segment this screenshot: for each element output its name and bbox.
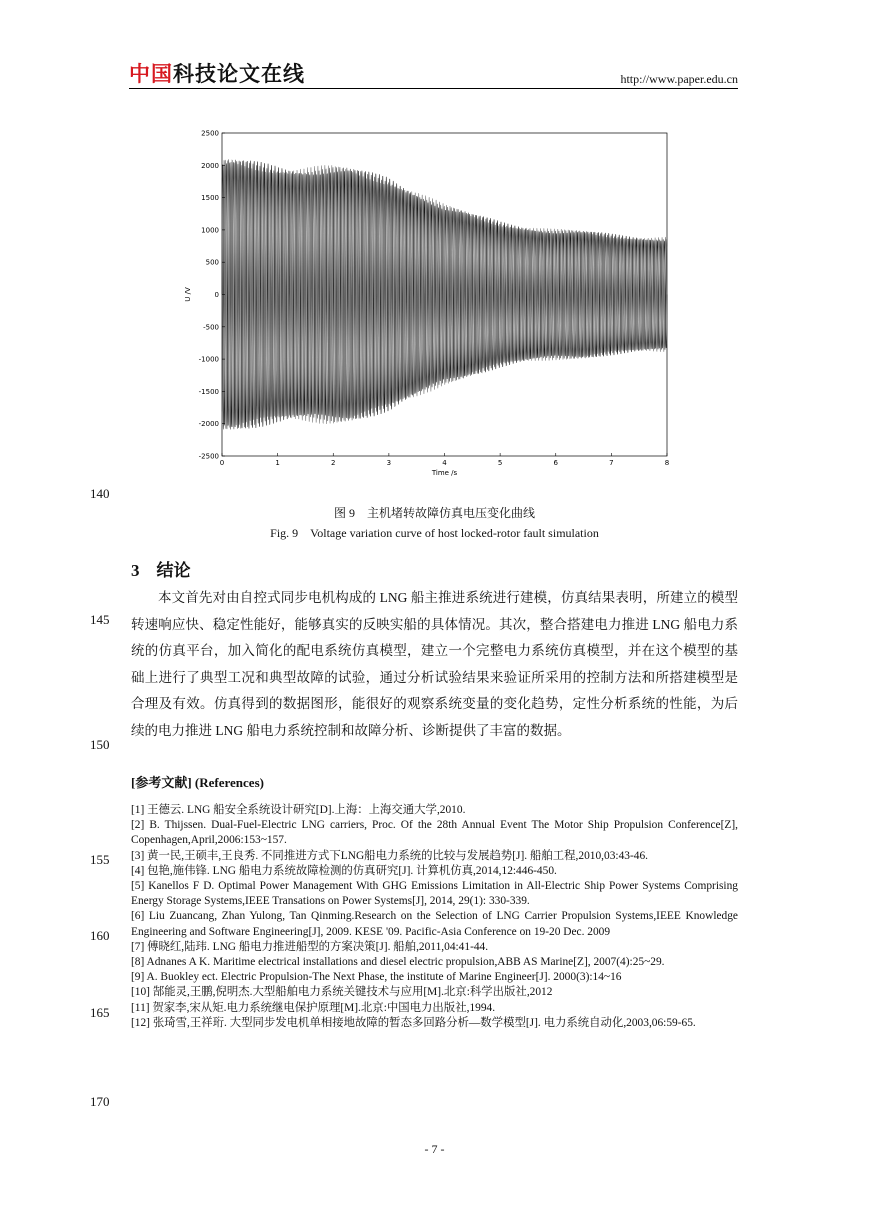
header-url[interactable]: http://www.paper.edu.cn [620,72,738,86]
x-tick-label: 1 [275,459,280,467]
reference-item: [7] 傅晓红,陆玮. LNG 船电力推进船型的方案决策[J]. 船舶,2011,04:41-44. [131,940,489,953]
reference-item: [11] 贺家李,宋从矩.电力系统继电保护原理[M].北京:中国电力出版社,1994. [131,1001,496,1014]
line-number: 165 [90,1005,110,1020]
y-tick-label: 2500 [201,129,219,138]
x-tick-label: 7 [609,459,614,467]
reference-item: [1] 王德云. LNG 船安全系统设计研究[D].上海：上海交通大学,2010. [131,804,466,816]
reference-item: [2] B. Thijssen. Dual-Fuel-Electric LNG carriers, Proc. Of the 28th Annual Event The Motor Ship Propulsion Conference[Z], Copenhagen,April,2006:153~157. [131,819,738,847]
y-tick-label: 500 [205,258,219,267]
y-tick-label: 1000 [201,226,219,235]
journal-logo [129,62,305,86]
x-tick-label: 0 [219,459,225,467]
line-number: 140 [90,486,110,501]
x-tick-label: 8 [664,459,670,467]
header-rule [129,88,738,89]
reference-item: [10] 郜能灵,王鹏,倪明杰.大型船舶电力系统关键技术与应用[M].北京:科学出版社,2012 [131,986,553,999]
line-number: 155 [90,852,110,867]
line-number: 160 [90,928,110,943]
logo-red-text: 中国 [129,62,173,86]
x-tick-label: 4 [442,459,447,467]
x-tick-label: 2 [331,459,336,467]
line-number: 145 [90,612,110,627]
references-title: [参考文献] (References) [131,775,264,790]
y-tick-label: 0 [214,291,219,299]
line-number: 170 [90,1094,110,1109]
reference-item: [6] Liu Zuancang, Zhan Yulong, Tan Qinming.Research on the Selection of LNG Carrier Propulsion Systems,IEEE Knowledge Engineering and Software Engineering[J], 2009. KESE '09. Pacific-Asia Conference on 19-20 Dec. 2009 [131,910,738,938]
references-list [131,803,738,1031]
y-tick-label: -1000 [198,355,219,364]
reference-item: [8] Adnanes A K. Maritime electrical installations and diesel electric propulsion,ABB AS Marine[Z], 2007(4):25~29. [131,956,665,969]
y-tick-label: 1500 [201,194,219,203]
section-body: 本文首先对由自控式同步电机构成的 LNG 船主推进系统进行建模，仿真结果表明，所建立的模型转速响应快、稳定性能好，能够真实的反映实船的具体情况。其次，整合搭建电力推进 LNG 船电力系统的仿真平台，加入简化的配电系统仿真模型，建立一个完整电力系统仿真模型，并在这个模型的基础上进行了典型工况和典型故障的试验，通过分析试验结果来验证所采用的控制方法和所搭建模型是合理及有效。仿真得到的数据图形，能很好的观察系统变量的变化趋势，定性分析系统的性能，为后续的电力推进 LNG 船电力系统控制和故障分析、诊断提供了丰富的数据。 [131,590,738,738]
logo-black-text: 科技论文在线 [173,62,305,86]
voltage-chart [182,124,682,484]
page-number: - 7 - [424,1142,445,1156]
y-tick-label: -2000 [198,420,219,429]
x-tick-label: 5 [497,459,503,467]
y-tick-label: -500 [203,323,219,332]
y-tick-label: -1500 [198,387,219,396]
section-title: 3 结论 [131,561,191,580]
y-axis-label: U /V [184,287,192,302]
x-tick-label: 3 [386,459,392,467]
reference-item: [3] 黄一民,王硕丰,王良秀. 不同推进方式下LNG船电力系统的比较与发展趋势[J]. 船舶工程,2010,03:43-46. [131,849,648,862]
figure-caption-cn: 图 9 主机堵转故障仿真电压变化曲线 [333,506,535,520]
figure-caption-en: Fig. 9 Voltage variation curve of host locked-rotor fault simulation [270,526,599,540]
y-tick-label: -2500 [198,452,219,461]
reference-item: [4] 包艳,施伟锋. LNG 船电力系统故障检测的仿真研究[J]. 计算机仿真,2014,12:446-450. [131,864,557,877]
line-number: 150 [90,737,110,752]
reference-item: [9] A. Buokley ect. Electric Propulsion-The Next Phase, the institute of Marine Engineer[J]. 2000(3):14~16 [131,971,622,984]
y-tick-label: 2000 [201,161,219,170]
x-axis-label: Time /s [431,469,458,477]
reference-item: [12] 张琦雪,王祥珩. 大型同步发电机单相接地故障的暂态多回路分析—数学模型[J]. 电力系统自动化,2003,06:59-65. [131,1016,696,1029]
x-tick-label: 6 [553,459,558,467]
reference-item: [5] Kanellos F D. Optimal Power Management With GHG Emissions Limitation in All-Electric Ship Power Systems Comprising Energy Storage Systems,IEEE Transations on Power Systems[J], 2014, 29(1): 330-339. [131,880,738,908]
